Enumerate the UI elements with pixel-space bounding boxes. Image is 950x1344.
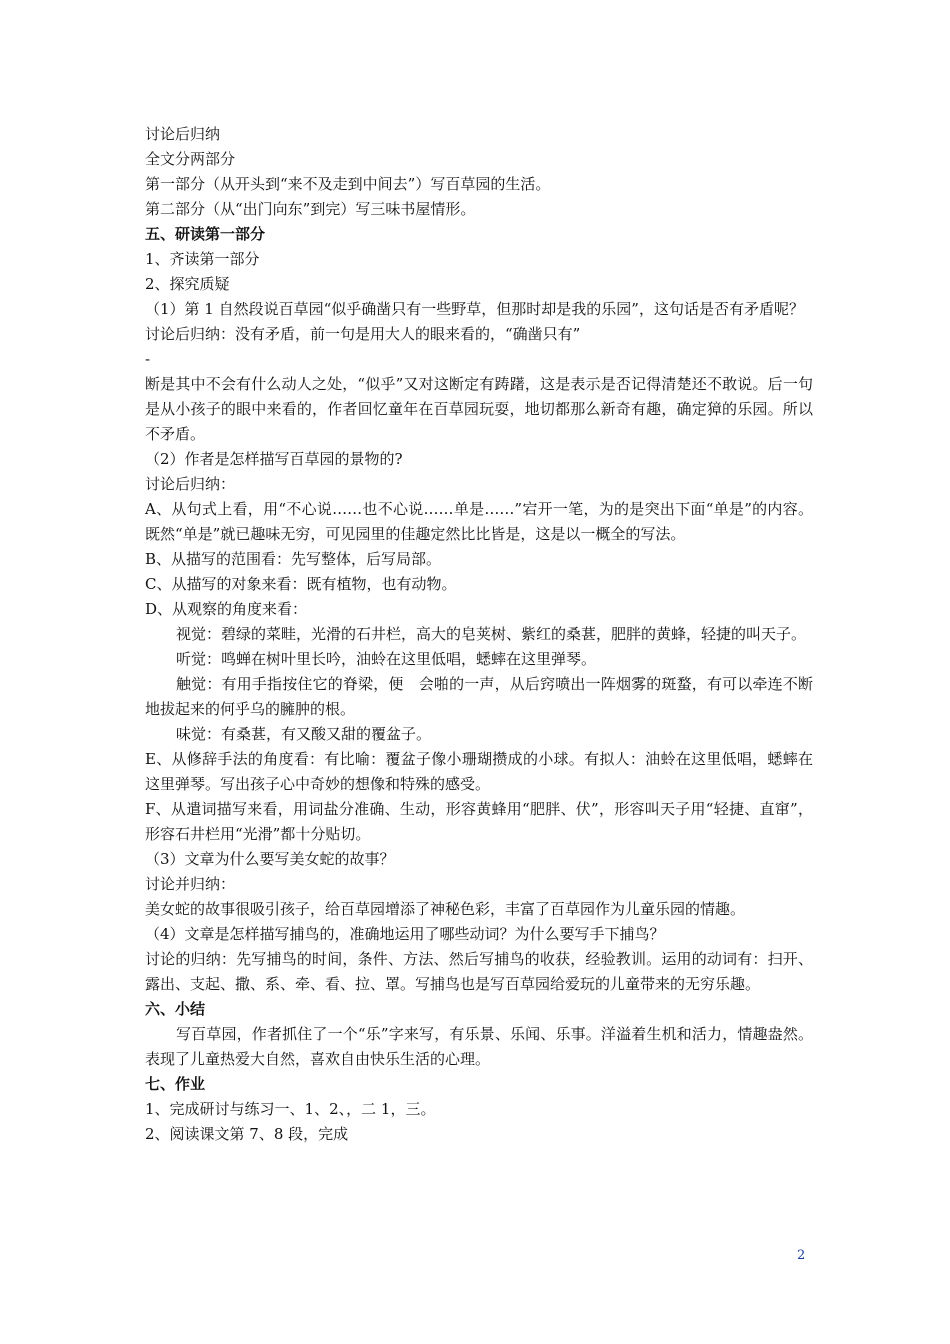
section-heading: 六、小结 <box>145 1000 206 1018</box>
section-heading: 五、研读第一部分 <box>145 225 266 243</box>
paragraph: E、从修辞手法的角度看：有比喻：覆盆子像小珊瑚攒成的小球。有拟人：油蛉在这里低唱，蟋蟀在这里弹琴。写出孩子心中奇妙的想像和特殊的感受。 <box>145 750 813 793</box>
question: （2）作者是怎样描写百草园的景物的? <box>145 450 403 468</box>
paragraph: 2、阅读课文第 7、8 段，完成 <box>145 1125 349 1143</box>
paragraph: 2、探究质疑 <box>145 275 230 293</box>
question: （3）文章为什么要写美女蛇的故事？ <box>145 850 395 868</box>
paragraph: 讨论后归纳 <box>145 125 221 143</box>
paragraph: 全文分两部分 <box>145 150 236 168</box>
paragraph: 讨论的归纳：先写捕鸟的时间，条件、方法、然后写捕鸟的收获，经验教训。运用的动词有：扫开、露出、支起、撒、系、牵、看、拉、罩。写捕鸟也是写百草园给爱玩的儿童带来的无穷乐趣。 <box>145 950 813 993</box>
paragraph: A、从句式上看，用“不心说……也不心说……单是……”宕开一笔，为的是突出下面“单是”的内容。既然“单是”就已趣味无穷，可见园里的佳趣定然比比皆是，这是以一概全的写法。 <box>145 500 813 543</box>
dash-mark: - <box>145 350 151 368</box>
paragraph: 第一部分（从开头到“来不及走到中间去”）写百草园的生活。 <box>145 175 551 193</box>
paragraph: 美女蛇的故事很吸引孩子，给百草园增添了神秘色彩，丰富了百草园作为儿童乐园的情趣。 <box>145 900 746 918</box>
paragraph: 讨论并归纳： <box>145 875 236 893</box>
paragraph: F、从遣词描写来看，用词盐分准确、生动，形容黄蜂用“肥胖、伏”，形容叫天子用“轻捷、直窜”，形容石井栏用“光滑”都十分贴切。 <box>145 800 813 843</box>
paragraph: 味觉：有桑葚，有又酸又甜的覆盆子。 <box>176 725 432 743</box>
paragraph: D、从观察的角度来看： <box>145 600 308 618</box>
paragraph: 断是其中不会有什么动人之处，“似乎”又对这断定有踌躇，这是表示是否记得清楚还不敢说。后一句是从小孩子的眼中来看的，作者回忆童年在百草园玩耍，地切都那么新奇有趣，确定獐的乐园。所以不矛盾。 <box>145 375 813 443</box>
paragraph: 触觉：有用手指按住它的脊梁，便 会啪的一声，从后窍喷出一阵烟雾的斑蝥，有可以牵连不断地拔起来的何乎乌的臃肿的根。 <box>145 675 813 718</box>
paragraph: 1、完成研讨与练习一、1、2、，二 1，三。 <box>145 1100 436 1118</box>
section-heading: 七、作业 <box>145 1075 206 1093</box>
paragraph: 讨论后归纳： <box>145 475 236 493</box>
paragraph: C、从描写的对象来看：既有植物，也有动物。 <box>145 575 457 593</box>
paragraph: B、从描写的范围看：先写整体，后写局部。 <box>145 550 442 568</box>
paragraph: 讨论后归纳：没有矛盾，前一句是用大人的眼来看的，“确凿只有” <box>145 325 581 343</box>
paragraph: 写百草园，作者抓住了一个“乐”字来写，有乐景、乐闻、乐事。洋溢着生机和活力，情趣盎然。表现了儿童热爱大自然，喜欢自由快乐生活的心理。 <box>145 1025 813 1068</box>
question: （1）第 1 自然段说百草园“似乎确凿只有一些野草，但那时却是我的乐园”，这句话是否有矛盾呢？ <box>145 300 804 318</box>
paragraph: 听觉：鸣蝉在树叶里长吟，油蛉在这里低唱，蟋蟀在这里弹琴。 <box>176 650 597 668</box>
document-body <box>145 122 813 1147</box>
question: （4）文章是怎样描写捕鸟的，准确地运用了哪些动词？为什么要写手下捕鸟？ <box>145 925 665 943</box>
page-number: 2 <box>797 1248 806 1263</box>
paragraph: 1、齐读第一部分 <box>145 250 260 268</box>
paragraph: 视觉：碧绿的菜畦，光滑的石井栏，高大的皂荚树、紫红的桑葚，肥胖的黄蜂，轻捷的叫天子。 <box>176 625 807 643</box>
paragraph: 第二部分（从“出门向东”到完）写三味书屋情形。 <box>145 200 476 218</box>
